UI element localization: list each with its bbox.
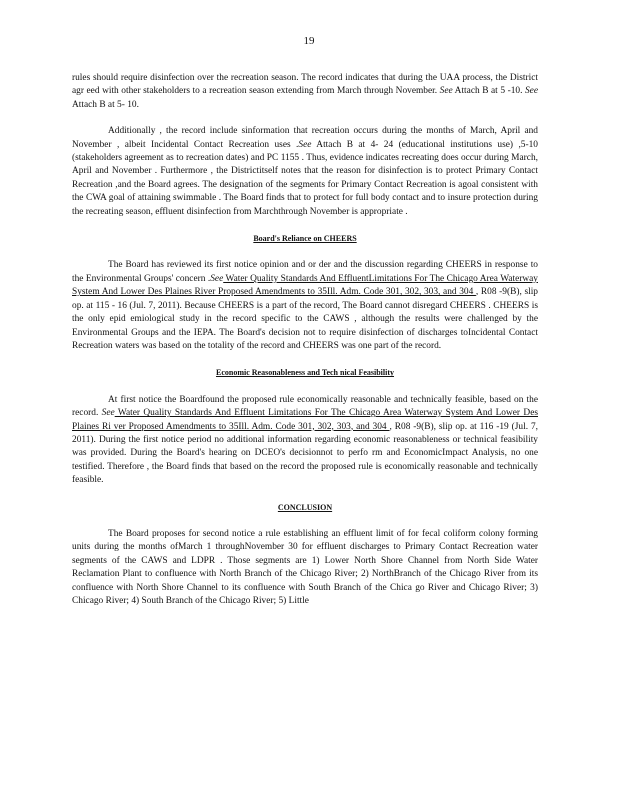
section-heading-conclusion: CONCLUSION: [277, 502, 333, 512]
case-citation: Water Quality Standards And Effluent Limitations For The Chicago Area Waterway System And Lower Des Plaines Ri ver Proposed Amendments to 35Ill. Adm. Code 301, 302, 303, and 304: [72, 408, 538, 432]
paragraph-conclusion: The Board proposes for second notice a rule establishing an effluent limit of for fecal coliform colony forming units during the months ofMarch 1 throughNovember 30 for effluent discharges to Primary Contact Recreation water segments of the CAWS and LDPR . Those segments are 1) Lower North Shore Channel from North Side Water Reclamation Plant to confluence with North Branch of the Chicago River; 2) NorthBranch of the Chicago River from its confluence with North Shore Channel to its confluence with South Branch of the Chica go River and Chicago River; 3) Chicago River; 4) South Branch of the Chicago River; 5) Little: [72, 528, 538, 606]
paragraph-economic: At first notice the Boardfound the proposed rule economically reasonable and technically feasible, based on the record. See Water Quality Standards And Effluent Limitations For The Chicago Area Waterway System And Lower Des Plaines Ri ver Proposed Amendments to 35Ill. Adm. Code 301, 302, 303, and 304 , R08 -9(B), slip op. at 116 -19 (Jul. 7, 2011). During the first notice period no additional information regarding economic reasonableness or technical feasibility was provided. During the Board's hearing on DCEO's decisionnot to perfo rm and EconomicImpact Analysis, no one testified. Therefore , the Board finds that based on the record the proposed rule is economically reasonable and technically feasible.: [72, 394, 538, 486]
section-heading-cheers: Board's Reliance on CHEERS: [253, 234, 357, 244]
paragraph-recreation-season: rules should require disinfection over the recreation season. The record indicates that during the UAA process, the District agr eed with other stakeholders to a recreation season extending from March through November. See Attach B at 5 -10. See Attach B at 5- 10.: [72, 73, 538, 110]
case-citation: Water Quality Standards And EffluentLimitations For The Chicago Area Waterway System And Lower Des Plaines River Proposed Amendments to 35Ill. Adm. Code 301, 302, 303, and 304: [72, 273, 538, 298]
paragraph-cheers: The Board has reviewed its first notice opinion and or der and the discussion regarding CHEERS in response to the Environmental Groups' concern .See Water Quality Standards And EffluentLimitations For The Chicago Area Waterway System And Lower Des Plaines River Proposed Amendments to 35Ill. Adm. Code 301, 302, 303, and 304 , R08 -9(B), slip op. at 115 - 16 (Jul. 7, 2011). Because CHEERS is a part of the record, The Board cannot disregard CHEERS . CHEERS is the only epid emiological study in the record specific to the CAWS , although the results were challenged by the Environmental Groups and the IEPA. The Board's decision not to require disinfection of discharges toIncidental Contact Recreation waters was based on the totality of the record and CHEERS was one part of the record.: [72, 260, 538, 351]
document-body: [72, 72, 538, 621]
section-heading-economic: Economic Reasonableness and Tech nical Feasibility: [215, 368, 395, 378]
page-number: 19: [303, 35, 315, 47]
paragraph-additionally: Additionally , the record include sinformation that recreation occurs during the months of March, April and November , albeit Incidental Contact Recreation uses .See Attach B at 4- 24 (educational institutions use) ,5-10 (stakeholders agreement as to recreation dates) and PC 1155 . Thus, evidence indicates recreating does occur during March, April and November . Furthermore , the Districtitself notes that the reason for disinfection is to protect Primary Contact Recreation ,and the Board agrees. The designation of the segments for Primary Contact Recreation is agoal consistent with the CWA goal of attaining swimmable . The Board finds that to protect for full body contact and to insure protection during the recreating season, effluent disinfection from Marchthrough November is appropriate .: [72, 126, 538, 217]
